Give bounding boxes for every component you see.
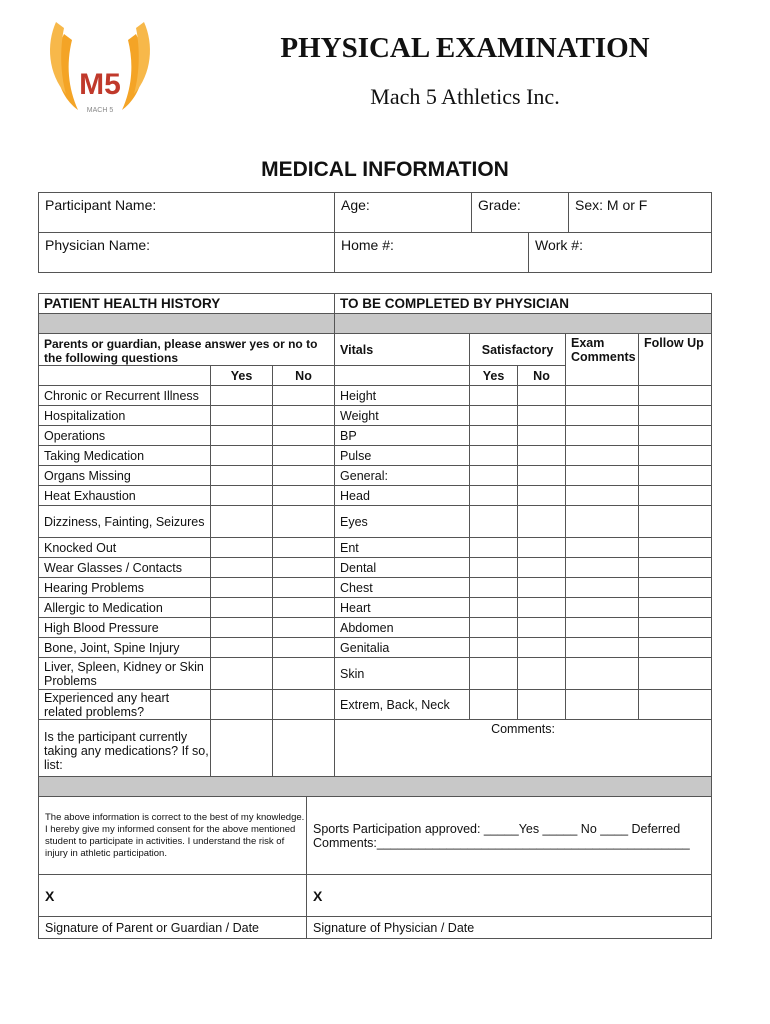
vitals-header: Vitals <box>335 334 470 366</box>
svg-text:MACH 5: MACH 5 <box>86 107 114 114</box>
history-yes-cell[interactable] <box>211 720 273 782</box>
exam-comments-cell[interactable] <box>566 506 639 538</box>
history-yes-cell[interactable] <box>211 486 273 506</box>
blank-cell <box>335 366 470 386</box>
sports-participation-approval[interactable]: Sports Participation approved: _____Yes _____ No ____ Deferred <box>313 821 681 836</box>
history-yes-cell[interactable] <box>211 578 273 598</box>
history-item-label: Taking Medication <box>39 446 211 466</box>
history-yes-cell[interactable] <box>211 506 273 538</box>
history-yes-cell[interactable] <box>211 558 273 578</box>
physician-item-label: BP <box>335 426 470 446</box>
satisfactory-no-cell[interactable] <box>518 446 566 466</box>
history-item-label: Experienced any heart related problems? <box>39 690 211 720</box>
satisfactory-yes-cell[interactable] <box>470 638 518 658</box>
satisfactory-no-cell[interactable] <box>518 638 566 658</box>
section-title: MEDICAL INFORMATION <box>261 158 509 181</box>
grade-field[interactable]: Grade: <box>472 193 569 233</box>
physician-signature-line[interactable]: X <box>307 875 712 917</box>
follow-up-header: Follow Up <box>639 334 712 386</box>
participant-info-table <box>38 192 712 273</box>
history-yes-cell[interactable] <box>211 446 273 466</box>
exam-comments-cell[interactable] <box>566 578 639 598</box>
satisfactory-no-cell[interactable] <box>518 558 566 578</box>
exam-comments-cell[interactable] <box>566 598 639 618</box>
history-yes-cell[interactable] <box>211 638 273 658</box>
physician-signature-label: Signature of Physician / Date <box>307 917 712 939</box>
satisfactory-yes-cell[interactable] <box>470 406 518 426</box>
physician-section-title: TO BE COMPLETED BY PHYSICIAN <box>335 294 712 314</box>
exam-comments-cell[interactable] <box>566 638 639 658</box>
physician-item-label: Heart <box>335 598 470 618</box>
history-item-label: Hearing Problems <box>39 578 211 598</box>
gray-band <box>39 314 335 334</box>
history-yes-cell[interactable] <box>211 406 273 426</box>
history-yes-header: Yes <box>211 366 273 386</box>
history-yes-cell[interactable] <box>211 690 273 720</box>
history-item-label: Hospitalization <box>39 406 211 426</box>
physician-item-label: Eyes <box>335 506 470 538</box>
history-yes-cell[interactable] <box>211 618 273 638</box>
svg-text:M5: M5 <box>79 68 121 101</box>
physician-name-field[interactable]: Physician Name: <box>39 233 335 273</box>
satisfactory-header: Satisfactory <box>470 334 566 366</box>
satisfactory-yes-cell[interactable] <box>470 446 518 466</box>
exam-comments-cell[interactable] <box>566 558 639 578</box>
satisfactory-yes-cell[interactable] <box>470 578 518 598</box>
patient-health-history-title: PATIENT HEALTH HISTORY <box>39 294 335 314</box>
age-field[interactable]: Age: <box>335 193 472 233</box>
follow-up-cell[interactable] <box>639 578 712 598</box>
history-no-cell[interactable] <box>273 486 335 506</box>
satisfactory-no-cell[interactable] <box>518 386 566 406</box>
history-instructions: Parents or guardian, please answer yes or no to the following questions <box>39 334 335 366</box>
follow-up-cell[interactable] <box>639 598 712 618</box>
history-item-label: Operations <box>39 426 211 446</box>
health-history-table <box>38 293 712 782</box>
physician-item-label: Ent <box>335 538 470 558</box>
history-no-cell[interactable] <box>273 618 335 638</box>
exam-comments-cell[interactable] <box>566 618 639 638</box>
exam-comments-cell[interactable] <box>566 406 639 426</box>
history-no-cell[interactable] <box>273 690 335 720</box>
history-item-label: Dizziness, Fainting, Seizures <box>39 506 211 538</box>
physician-item-label: General: <box>335 466 470 486</box>
mach5-logo <box>44 14 156 122</box>
history-no-cell[interactable] <box>273 720 335 782</box>
follow-up-cell[interactable] <box>639 658 712 690</box>
history-item-label: Liver, Spleen, Kidney or Skin Problems <box>39 658 211 690</box>
satisfactory-no-cell[interactable] <box>518 538 566 558</box>
history-item-label: Chronic or Recurrent Illness <box>39 386 211 406</box>
history-item-label: Organs Missing <box>39 466 211 486</box>
history-no-cell[interactable] <box>273 506 335 538</box>
gray-band <box>335 314 712 334</box>
history-yes-cell[interactable] <box>211 426 273 446</box>
physician-item-label: Extrem, Back, Neck <box>335 690 470 720</box>
satisfactory-no-cell[interactable] <box>518 578 566 598</box>
physician-item-label: Dental <box>335 558 470 578</box>
follow-up-cell[interactable] <box>639 506 712 538</box>
satisfactory-no-cell[interactable] <box>518 690 566 720</box>
follow-up-cell[interactable] <box>639 466 712 486</box>
physician-no-header: No <box>518 366 566 386</box>
history-no-cell[interactable] <box>273 386 335 406</box>
follow-up-cell[interactable] <box>639 690 712 720</box>
history-no-cell[interactable] <box>273 578 335 598</box>
history-item-label: Is the participant currently taking any medications? If so, list: <box>39 720 211 782</box>
physician-item-label: Skin <box>335 658 470 690</box>
satisfactory-no-cell[interactable] <box>518 406 566 426</box>
follow-up-cell[interactable] <box>639 426 712 446</box>
follow-up-cell[interactable] <box>639 446 712 466</box>
sex-field[interactable]: Sex: M or F <box>569 193 712 233</box>
history-no-cell[interactable] <box>273 558 335 578</box>
history-yes-cell[interactable] <box>211 658 273 690</box>
physician-item-label: Genitalia <box>335 638 470 658</box>
exam-comments-cell[interactable] <box>566 538 639 558</box>
satisfactory-yes-cell[interactable] <box>470 426 518 446</box>
history-no-cell[interactable] <box>273 538 335 558</box>
satisfactory-yes-cell[interactable] <box>470 466 518 486</box>
history-item-label: High Blood Pressure <box>39 618 211 638</box>
gray-band <box>39 777 712 797</box>
exam-comments-cell[interactable] <box>566 426 639 446</box>
organization-name: Mach 5 Athletics Inc. <box>370 84 560 109</box>
history-item-label: Allergic to Medication <box>39 598 211 618</box>
consent-statement: The above information is correct to the best of my knowledge. I hereby give my informed consent for the above mentioned student to participate in activities. I understand the risk of injury in athletic participation. <box>39 797 307 875</box>
parent-signature-label: Signature of Parent or Guardian / Date <box>39 917 307 939</box>
satisfactory-no-cell[interactable] <box>518 506 566 538</box>
history-no-cell[interactable] <box>273 446 335 466</box>
exam-comments-cell[interactable] <box>566 466 639 486</box>
exam-comments-cell[interactable] <box>566 690 639 720</box>
satisfactory-yes-cell[interactable] <box>470 506 518 538</box>
satisfactory-no-cell[interactable] <box>518 426 566 446</box>
history-item-label: Knocked Out <box>39 538 211 558</box>
follow-up-cell[interactable] <box>639 538 712 558</box>
follow-up-cell[interactable] <box>639 638 712 658</box>
approval-comments[interactable]: Comments:_____________________________________________ <box>313 835 690 850</box>
blank-cell <box>39 366 211 386</box>
history-yes-cell[interactable] <box>211 538 273 558</box>
satisfactory-yes-cell[interactable] <box>470 386 518 406</box>
history-item-label: Heat Exhaustion <box>39 486 211 506</box>
follow-up-cell[interactable] <box>639 486 712 506</box>
satisfactory-yes-cell[interactable] <box>470 558 518 578</box>
history-no-cell[interactable] <box>273 466 335 486</box>
physician-item-label: Abdomen <box>335 618 470 638</box>
history-no-cell[interactable] <box>273 638 335 658</box>
history-yes-cell[interactable] <box>211 466 273 486</box>
history-no-header: No <box>273 366 335 386</box>
history-no-cell[interactable] <box>273 598 335 618</box>
physician-item-label: Height <box>335 386 470 406</box>
physician-item-label: Pulse <box>335 446 470 466</box>
exam-comments-cell[interactable] <box>566 446 639 466</box>
satisfactory-no-cell[interactable] <box>518 486 566 506</box>
participant-name-field[interactable]: Participant Name: <box>39 193 335 233</box>
physician-item-label: Head <box>335 486 470 506</box>
history-no-cell[interactable] <box>273 406 335 426</box>
satisfactory-no-cell[interactable] <box>518 618 566 638</box>
satisfactory-no-cell[interactable] <box>518 466 566 486</box>
exam-comments-cell[interactable] <box>566 486 639 506</box>
satisfactory-yes-cell[interactable] <box>470 690 518 720</box>
exam-comments-cell[interactable] <box>566 658 639 690</box>
work-phone-field[interactable]: Work #: <box>529 233 712 273</box>
satisfactory-yes-cell[interactable] <box>470 658 518 690</box>
history-no-cell[interactable] <box>273 426 335 446</box>
satisfactory-yes-cell[interactable] <box>470 486 518 506</box>
parent-signature-line[interactable]: X <box>39 875 307 917</box>
satisfactory-yes-cell[interactable] <box>470 538 518 558</box>
satisfactory-yes-cell[interactable] <box>470 618 518 638</box>
follow-up-cell[interactable] <box>639 618 712 638</box>
history-no-cell[interactable] <box>273 658 335 690</box>
satisfactory-yes-cell[interactable] <box>470 598 518 618</box>
exam-comments-header: Exam Comments <box>566 334 639 386</box>
follow-up-cell[interactable] <box>639 558 712 578</box>
history-yes-cell[interactable] <box>211 598 273 618</box>
satisfactory-no-cell[interactable] <box>518 658 566 690</box>
consent-signature-table <box>38 776 712 939</box>
history-yes-cell[interactable] <box>211 386 273 406</box>
page-title: PHYSICAL EXAMINATION <box>280 32 650 64</box>
follow-up-cell[interactable] <box>639 406 712 426</box>
history-item-label: Wear Glasses / Contacts <box>39 558 211 578</box>
physician-comments-field[interactable]: Comments: <box>335 720 712 782</box>
physician-yes-header: Yes <box>470 366 518 386</box>
history-item-label: Bone, Joint, Spine Injury <box>39 638 211 658</box>
exam-comments-cell[interactable] <box>566 386 639 406</box>
physician-item-label: Weight <box>335 406 470 426</box>
physician-item-label: Chest <box>335 578 470 598</box>
home-phone-field[interactable]: Home #: <box>335 233 529 273</box>
satisfactory-no-cell[interactable] <box>518 598 566 618</box>
follow-up-cell[interactable] <box>639 386 712 406</box>
